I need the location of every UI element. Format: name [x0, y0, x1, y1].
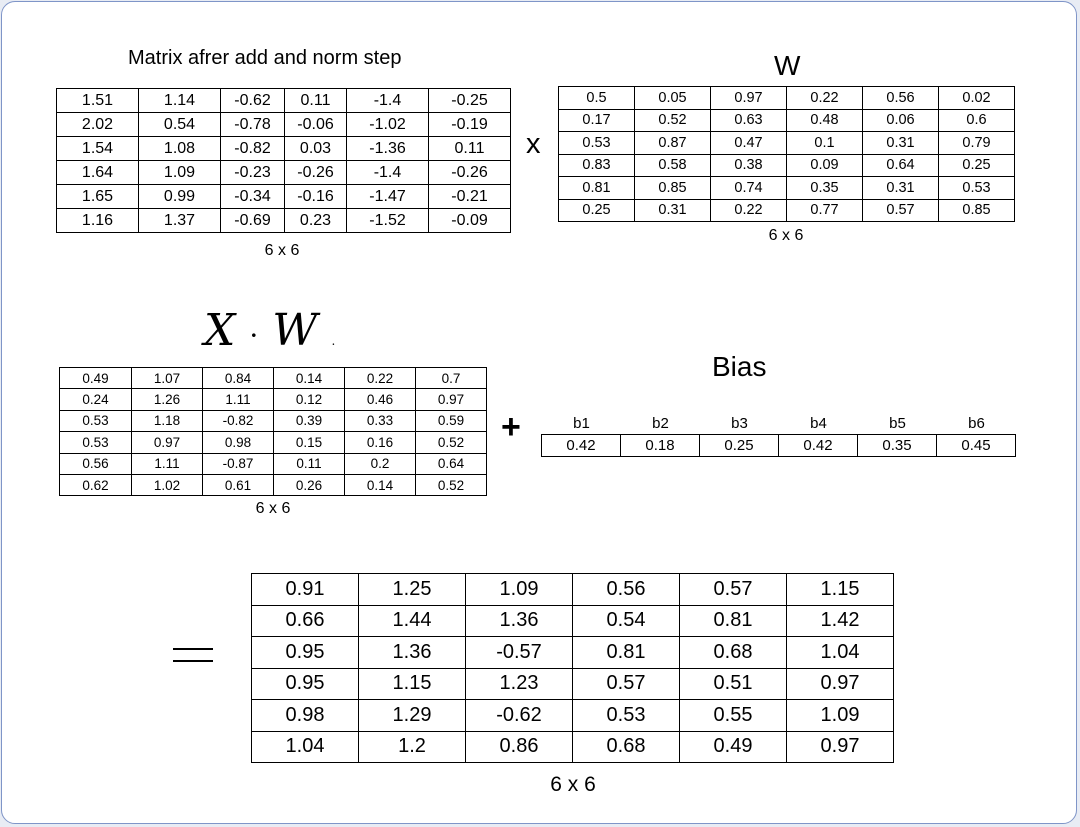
result-cell: 1.25	[359, 574, 466, 606]
matrix-xw-cell: 0.98	[203, 432, 274, 453]
matrix-xw-cell: 1.18	[132, 410, 203, 431]
result-cell: 0.97	[787, 668, 894, 700]
matrix-w-table	[558, 86, 1015, 222]
bias-header-row	[542, 415, 1016, 432]
result-cell: 1.15	[359, 668, 466, 700]
result-row	[252, 605, 894, 637]
matrix-xw-cell: 0.84	[203, 368, 274, 389]
bias-value-b1: 0.42	[542, 435, 621, 457]
matrix-xw-cell: 1.26	[132, 389, 203, 410]
matrix-a-cell: 1.09	[139, 161, 221, 185]
matrix-w-row	[559, 87, 1015, 110]
matrix-xw-cell: -0.87	[203, 453, 274, 474]
bias-header-b4: b4	[810, 415, 827, 432]
matrix-xw-cell: 0.2	[345, 453, 416, 474]
matrix-w-cell: 0.22	[787, 87, 863, 110]
matrix-xw-row	[60, 410, 487, 431]
matrix-a-size-label: 6 x 6	[264, 242, 300, 259]
result-cell: 0.57	[680, 574, 787, 606]
bias-title: Bias	[712, 351, 767, 382]
matrix-xw-cell: 1.02	[132, 474, 203, 495]
matrix-a-cell: -0.09	[429, 209, 511, 233]
matrix-w-cell: 0.47	[711, 132, 787, 155]
matrix-xw-cell: 0.53	[60, 432, 132, 453]
matrix-a-cell: -0.34	[221, 185, 285, 209]
matrix-a-cell: -0.25	[429, 89, 511, 113]
matrix-a-cell: 1.54	[57, 137, 139, 161]
result-cell: 1.09	[466, 574, 573, 606]
matrix-w-cell: 0.25	[559, 199, 635, 222]
matrix-a-row	[57, 185, 511, 209]
result-cell: 1.04	[787, 637, 894, 669]
matrix-a-row	[57, 209, 511, 233]
result-cell: 0.97	[787, 731, 894, 763]
result-cell: 1.04	[252, 731, 359, 763]
result-cell: 1.36	[359, 637, 466, 669]
result-cell: -0.62	[466, 700, 573, 732]
result-table	[251, 573, 894, 763]
matrix-w-cell: 0.52	[635, 109, 711, 132]
result-size-label: 6 x 6	[550, 773, 596, 796]
result-cell: 1.29	[359, 700, 466, 732]
matrix-w-cell: 0.64	[863, 154, 939, 177]
bias-value-b3: 0.25	[700, 435, 779, 457]
matrix-a-table	[56, 88, 511, 233]
result-cell: 0.57	[573, 668, 680, 700]
matrix-w-cell: 0.57	[863, 199, 939, 222]
matrix-w-cell: 0.74	[711, 177, 787, 200]
matrix-xw-size-label: 6 x 6	[255, 500, 291, 517]
xw-formula-w: W	[272, 305, 318, 356]
result-cell: 1.42	[787, 605, 894, 637]
result-cell: 0.68	[573, 731, 680, 763]
matrix-w-cell: 0.5	[559, 87, 635, 110]
matrix-w-cell: 0.6	[939, 109, 1015, 132]
xw-formula-period: .	[331, 334, 336, 348]
bias-value-b4: 0.42	[779, 435, 858, 457]
matrix-xw-cell: 0.26	[274, 474, 345, 495]
matrix-a-cell: 0.11	[285, 89, 347, 113]
result-cell: 1.09	[787, 700, 894, 732]
matrix-w-cell: 0.05	[635, 87, 711, 110]
bias-value-b5: 0.35	[858, 435, 937, 457]
matrix-xw-cell: 0.14	[274, 368, 345, 389]
matrix-a-cell: -0.82	[221, 137, 285, 161]
matrix-w-cell: 0.09	[787, 154, 863, 177]
result-cell: 0.81	[573, 637, 680, 669]
xw-formula-x: X	[204, 305, 236, 356]
matrix-a-cell: -1.02	[347, 113, 429, 137]
matrix-w-cell: 0.85	[939, 199, 1015, 222]
result-cell: 0.68	[680, 637, 787, 669]
matrix-a-cell: -0.21	[429, 185, 511, 209]
matrix-a-cell: -0.16	[285, 185, 347, 209]
matrix-xw-table	[59, 367, 487, 496]
matrix-w-row	[559, 109, 1015, 132]
matrix-a-title: Matrix afrer add and norm step	[128, 47, 402, 69]
matrix-a-cell: 1.08	[139, 137, 221, 161]
matrix-xw-cell: 0.12	[274, 389, 345, 410]
result-cell: 0.86	[466, 731, 573, 763]
matrix-w-cell: 0.83	[559, 154, 635, 177]
result-cell: 1.15	[787, 574, 894, 606]
bias-header-b3: b3	[731, 415, 748, 432]
matrix-w-cell: 0.77	[787, 199, 863, 222]
matrix-w-cell: 0.35	[787, 177, 863, 200]
matrix-w-cell: 0.63	[711, 109, 787, 132]
result-cell: 0.56	[573, 574, 680, 606]
matrix-a-row	[57, 89, 511, 113]
matrix-w-cell: 0.48	[787, 109, 863, 132]
matrix-a-cell: -0.62	[221, 89, 285, 113]
matrix-a-row	[57, 113, 511, 137]
matrix-w-cell: 0.25	[939, 154, 1015, 177]
matrix-a-cell: -1.4	[347, 89, 429, 113]
matrix-xw-cell: 0.61	[203, 474, 274, 495]
matrix-w-cell: 0.53	[939, 177, 1015, 200]
bias-value-row	[542, 435, 1016, 457]
matrix-w-cell: 0.31	[635, 199, 711, 222]
matrix-a-cell: 1.14	[139, 89, 221, 113]
matrix-w-title: W	[774, 50, 801, 81]
matrix-xw-cell: 0.52	[416, 474, 487, 495]
matrix-w-cell: 0.17	[559, 109, 635, 132]
matrix-w-cell: 0.38	[711, 154, 787, 177]
matrix-a-cell: 0.54	[139, 113, 221, 137]
matrix-a-cell: 1.65	[57, 185, 139, 209]
matrix-a-cell: 1.64	[57, 161, 139, 185]
result-row	[252, 668, 894, 700]
matrix-xw-cell: 0.46	[345, 389, 416, 410]
matrix-a-cell: 0.03	[285, 137, 347, 161]
matrix-a-cell: -1.36	[347, 137, 429, 161]
bias-header-b1: b1	[573, 415, 590, 432]
matrix-xw-cell: 0.53	[60, 410, 132, 431]
matrix-w-row	[559, 132, 1015, 155]
matrix-xw-cell: 0.52	[416, 432, 487, 453]
result-cell: 0.49	[680, 731, 787, 763]
matrix-w-row	[559, 199, 1015, 222]
matrix-a-cell: -1.47	[347, 185, 429, 209]
matrix-xw-cell: 0.7	[416, 368, 487, 389]
matrix-xw-cell: 0.39	[274, 410, 345, 431]
matrix-xw-row	[60, 453, 487, 474]
result-cell: 0.51	[680, 668, 787, 700]
result-row	[252, 574, 894, 606]
matrix-w-cell: 0.58	[635, 154, 711, 177]
result-cell: 0.55	[680, 700, 787, 732]
matrix-a-cell: 1.37	[139, 209, 221, 233]
matrix-xw-cell: 0.56	[60, 453, 132, 474]
result-row	[252, 700, 894, 732]
matrix-xw-cell: 1.11	[132, 453, 203, 474]
matrix-a-cell: -1.52	[347, 209, 429, 233]
equals-symbol	[173, 645, 213, 665]
matrix-xw-cell: 0.59	[416, 410, 487, 431]
matrix-a-cell: -0.26	[285, 161, 347, 185]
xw-formula	[204, 305, 335, 356]
result-cell: 0.95	[252, 668, 359, 700]
result-row	[252, 637, 894, 669]
matrix-a-cell: 0.11	[429, 137, 511, 161]
result-cell: 0.98	[252, 700, 359, 732]
matrix-a-cell: -1.4	[347, 161, 429, 185]
matrix-a-cell: -0.69	[221, 209, 285, 233]
result-cell: 0.66	[252, 605, 359, 637]
result-cell: 1.44	[359, 605, 466, 637]
bias-header-b2: b2	[652, 415, 669, 432]
matrix-a-row	[57, 161, 511, 185]
matrix-a-cell: 0.23	[285, 209, 347, 233]
matrix-xw-cell: 0.15	[274, 432, 345, 453]
matrix-w-size-label: 6 x 6	[768, 227, 804, 244]
matrix-xw-row	[60, 368, 487, 389]
bias-value-b6: 0.45	[937, 435, 1016, 457]
matrix-w-cell: 0.97	[711, 87, 787, 110]
matrix-xw-cell: 0.97	[132, 432, 203, 453]
matrix-w-cell: 0.85	[635, 177, 711, 200]
bias-header-b5: b5	[889, 415, 906, 432]
matrix-xw-cell: 1.11	[203, 389, 274, 410]
matrix-a-cell: 1.16	[57, 209, 139, 233]
result-cell: 1.36	[466, 605, 573, 637]
result-cell: -0.57	[466, 637, 573, 669]
matrix-a-cell: 0.99	[139, 185, 221, 209]
matrix-w-cell: 0.79	[939, 132, 1015, 155]
matrix-w-cell: 0.87	[635, 132, 711, 155]
matrix-w-row	[559, 177, 1015, 200]
matrix-a-cell: 1.51	[57, 89, 139, 113]
matrix-xw-cell: 0.62	[60, 474, 132, 495]
bias-header-b6: b6	[968, 415, 985, 432]
result-cell: 0.54	[573, 605, 680, 637]
matrix-a-cell: 2.02	[57, 113, 139, 137]
matrix-xw-cell: 0.14	[345, 474, 416, 495]
matrix-xw-cell: 0.49	[60, 368, 132, 389]
matrix-xw-cell: 0.33	[345, 410, 416, 431]
matrix-w-cell: 0.53	[559, 132, 635, 155]
matrix-w-cell: 0.31	[863, 132, 939, 155]
matrix-a-cell: -0.78	[221, 113, 285, 137]
matrix-w-cell: 0.56	[863, 87, 939, 110]
matrix-a-cell: -0.26	[429, 161, 511, 185]
result-cell: 0.95	[252, 637, 359, 669]
matrix-xw-cell: 0.16	[345, 432, 416, 453]
result-cell: 0.91	[252, 574, 359, 606]
matrix-w-cell: 0.81	[559, 177, 635, 200]
matrix-xw-cell: 0.64	[416, 453, 487, 474]
matrix-xw-cell: -0.82	[203, 410, 274, 431]
matrix-xw-row	[60, 432, 487, 453]
matrix-w-cell: 0.31	[863, 177, 939, 200]
result-row	[252, 731, 894, 763]
matrix-xw-cell: 1.07	[132, 368, 203, 389]
matrix-w-row	[559, 154, 1015, 177]
matrix-xw-cell: 0.24	[60, 389, 132, 410]
matrix-a-cell: -0.19	[429, 113, 511, 137]
result-cell: 0.53	[573, 700, 680, 732]
matrix-w-cell: 0.06	[863, 109, 939, 132]
bias-table	[541, 434, 1016, 457]
matrix-xw-cell: 0.22	[345, 368, 416, 389]
multiply-symbol: x	[526, 128, 541, 160]
matrix-xw-cell: 0.97	[416, 389, 487, 410]
matrix-w-cell: 0.02	[939, 87, 1015, 110]
matrix-a-row	[57, 137, 511, 161]
matrix-w-cell: 0.22	[711, 199, 787, 222]
result-cell: 0.81	[680, 605, 787, 637]
matrix-xw-row	[60, 474, 487, 495]
matrix-xw-cell: 0.11	[274, 453, 345, 474]
bias-value-b2: 0.18	[621, 435, 700, 457]
result-cell: 1.2	[359, 731, 466, 763]
result-cell: 1.23	[466, 668, 573, 700]
matrix-a-cell: -0.23	[221, 161, 285, 185]
matrix-a-cell: -0.06	[285, 113, 347, 137]
matrix-w-cell: 0.1	[787, 132, 863, 155]
xw-formula-dot: ·	[249, 319, 259, 352]
matrix-xw-row	[60, 389, 487, 410]
plus-symbol: +	[501, 408, 521, 446]
